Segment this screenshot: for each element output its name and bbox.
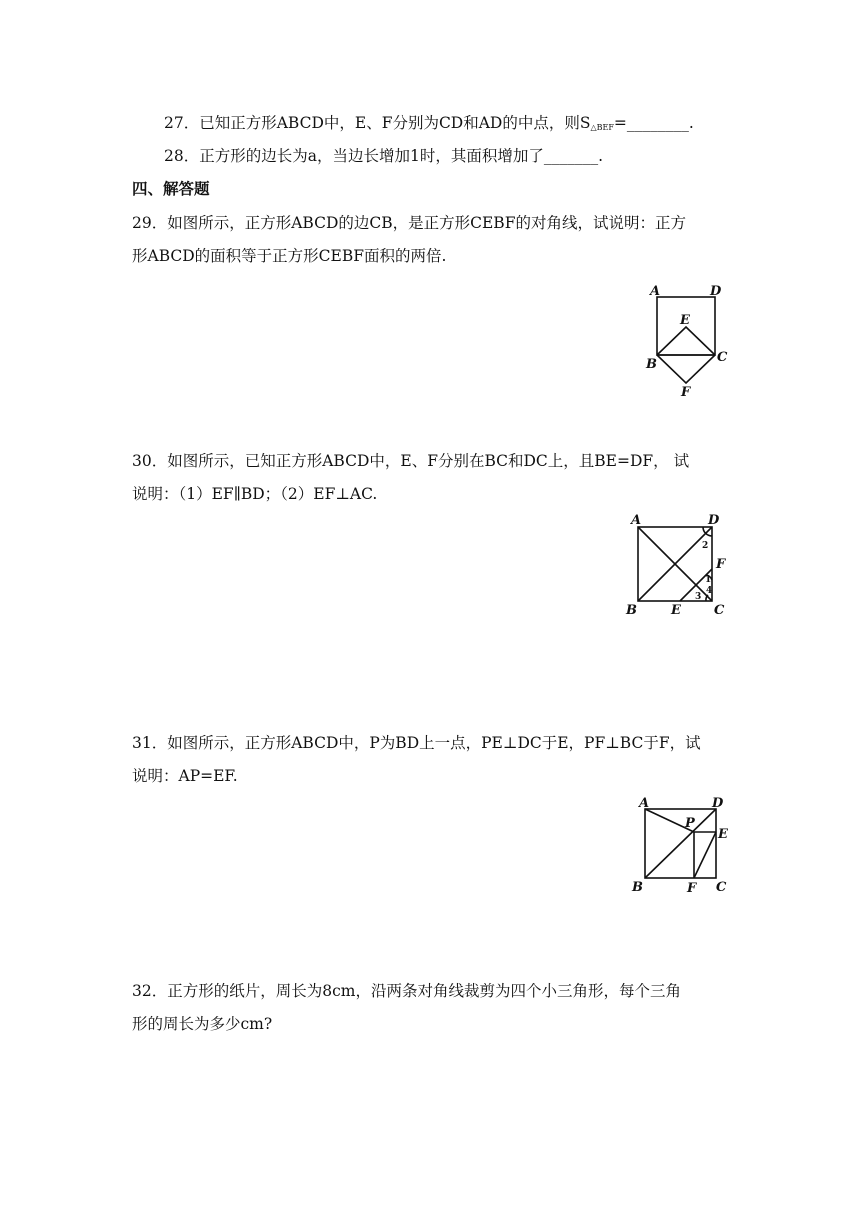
label-P: P	[685, 816, 695, 831]
label-E: E	[718, 827, 728, 842]
label-F: F	[716, 557, 726, 572]
figure-29	[640, 280, 740, 400]
label-F: F	[687, 881, 697, 896]
label-C: C	[716, 880, 727, 895]
triangle-bottom	[657, 355, 715, 383]
question-27	[164, 112, 694, 139]
label-B: B	[632, 880, 643, 895]
q27-subscript: △BEF	[590, 123, 614, 132]
angle-label-3: 3	[695, 592, 702, 602]
label-F: F	[681, 385, 691, 400]
label-C: C	[717, 350, 728, 365]
label-D: D	[712, 796, 724, 811]
triangle-top	[657, 327, 715, 355]
q27-blank: =________.	[613, 114, 694, 132]
figure-30	[622, 510, 732, 620]
label-A: A	[639, 796, 650, 811]
question-31-line-2: 说明：AP=EF.	[132, 767, 238, 785]
label-B: B	[646, 357, 657, 372]
label-B: B	[626, 603, 637, 618]
label-D: D	[708, 513, 720, 528]
label-C: C	[714, 603, 725, 618]
angle-label-1: 1	[705, 575, 712, 585]
question-29-line-1: 29．如图所示，正方形ABCD的边CB，是正方形CEBF的对角线，试说明：正方	[132, 214, 686, 232]
angle-label-4: 4	[706, 586, 713, 596]
question-28: 28．正方形的边长为a，当边长增加1时，其面积增加了_______.	[164, 147, 604, 165]
figure-31	[628, 795, 738, 900]
question-32-line-1: 32．正方形的纸片，周长为8cm，沿两条对角线裁剪为四个小三角形，每个三角	[132, 982, 681, 1000]
angle-label-2: 2	[702, 541, 709, 551]
q27-text: 27．已知正方形ABCD中，E、F分别为CD和AD的中点，则S	[164, 114, 591, 132]
section-heading: 四、解答题	[132, 180, 210, 198]
label-A: A	[631, 513, 642, 528]
diagonal-bd	[645, 809, 716, 878]
segment-ef	[694, 832, 716, 878]
label-A: A	[650, 284, 661, 299]
question-30-line-2: 说明：（1）EF∥BD；（2）EF⊥AC.	[132, 485, 378, 503]
question-31-line-1: 31．如图所示，正方形ABCD中，P为BD上一点，PE⊥DC于E，PF⊥BC于F，试	[132, 734, 701, 752]
label-D: D	[710, 284, 722, 299]
question-30-line-1: 30．如图所示，已知正方形ABCD中，E、F分别在BC和DC上，且BE=DF， 试	[132, 452, 690, 470]
question-32-line-2: 形的周长为多少cm?	[132, 1015, 273, 1033]
label-E: E	[680, 313, 690, 328]
label-E: E	[671, 603, 681, 618]
question-29-line-2: 形ABCD的面积等于正方形CEBF面积的两倍.	[132, 247, 447, 265]
